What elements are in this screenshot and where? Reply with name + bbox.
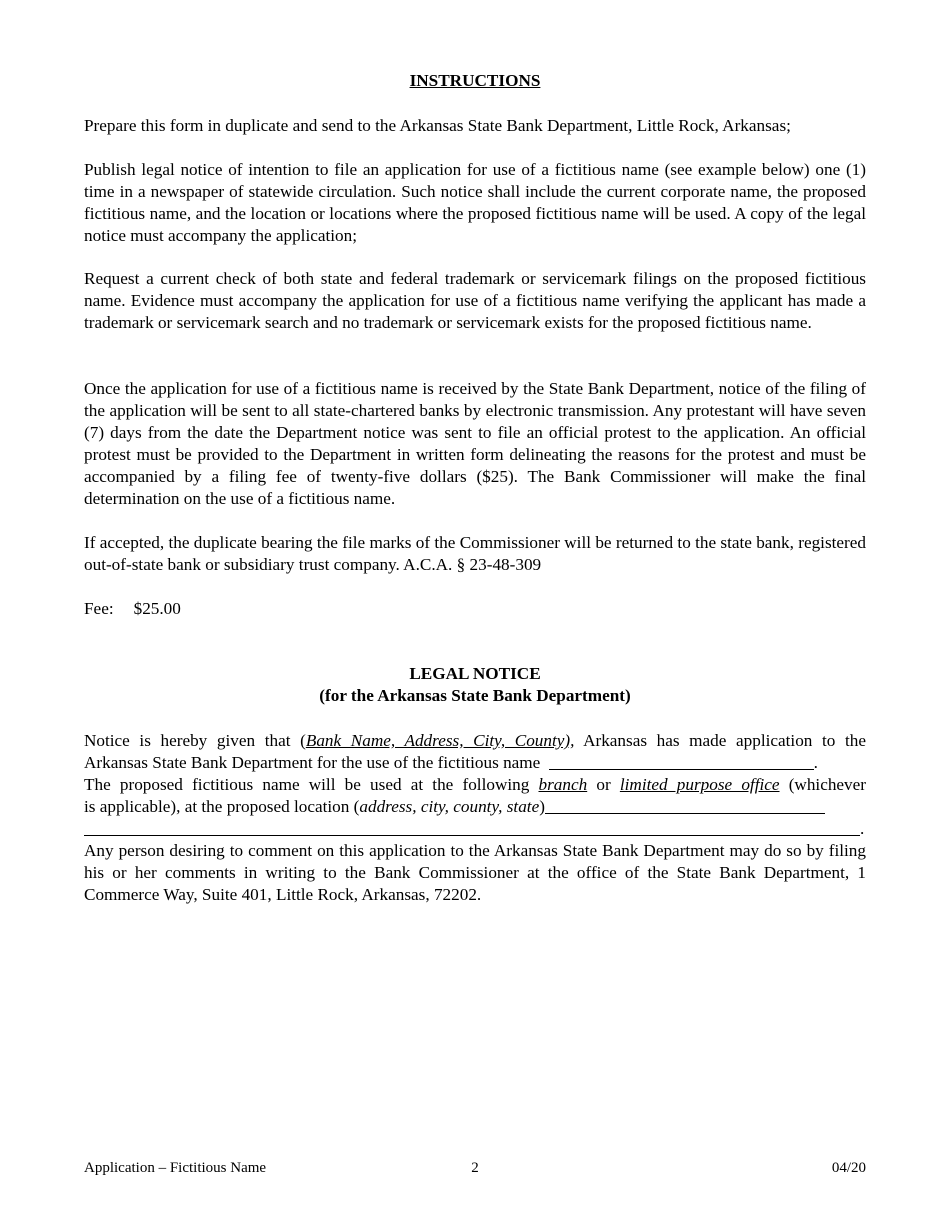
location-blank-2[interactable] bbox=[84, 819, 860, 836]
comment-paragraph: Any person desiring to comment on this application to the Arkansas State Bank Department may do so by filing his or her comments in writing to the Bank Commissioner at the office of the State Bank Department, 1 Commerce Way, Suite 401, Little Rock, Arkansas, 72202. bbox=[84, 841, 866, 904]
notice-line-4 bbox=[84, 796, 866, 818]
branch-option: branch bbox=[538, 775, 588, 794]
notice-text: (whichever bbox=[779, 775, 866, 794]
document-page bbox=[84, 0, 866, 1230]
notice-text: Notice is hereby given that ( bbox=[84, 731, 306, 750]
notice-line-3 bbox=[84, 774, 866, 796]
footer-date: 04/20 bbox=[831, 1160, 866, 1176]
instruction-paragraph-4: Once the application for use of a fictitious name is received by the State Bank Department, notice of the filing of the application will be sent to all state-chartered banks by electronic transmission. Any protestant will have seven (7) days from the date the Department notice was sent to file an official protest to the application. An official protest must be provided to the Department in written form delineating the reasons for the protest and must be accompanied by a filing fee of twenty-five dollars ($25). The Bank Commissioner will make the final determination on the use of a fictitious name. bbox=[84, 379, 866, 508]
notice-line-2 bbox=[84, 752, 866, 774]
bank-name-placeholder: Bank Name, Address, City, County), bbox=[305, 731, 575, 750]
legal-notice-heading bbox=[84, 663, 866, 707]
notice-period: . bbox=[860, 819, 865, 838]
legal-notice-subtitle: (for the Arkansas State Bank Department) bbox=[319, 686, 631, 705]
instruction-paragraph-1: Prepare this form in duplicate and send to the Arkansas State Bank Department, Little Rock, Arkansas; bbox=[84, 116, 791, 135]
limited-purpose-office-option: limited purpose office bbox=[619, 775, 780, 794]
notice-text: or bbox=[587, 775, 620, 794]
location-blank-1[interactable] bbox=[545, 797, 825, 814]
notice-line-1 bbox=[84, 730, 866, 752]
page-number: 2 bbox=[471, 1160, 479, 1176]
notice-text: Arkansas has made application to the bbox=[574, 731, 866, 750]
location-hint: address, city, county, state bbox=[359, 797, 540, 816]
notice-line-5 bbox=[84, 818, 866, 840]
fee-line bbox=[84, 598, 181, 620]
legal-notice-title: LEGAL NOTICE bbox=[409, 664, 541, 683]
notice-period: . bbox=[813, 753, 818, 772]
fictitious-name-blank[interactable] bbox=[549, 753, 814, 770]
fee-label: Fee: bbox=[84, 599, 114, 618]
notice-text: Arkansas State Bank Department for the use of the fictitious name bbox=[84, 753, 545, 772]
fee-amount: $25.00 bbox=[133, 599, 181, 618]
notice-text: ) bbox=[539, 797, 545, 816]
notice-text: The proposed fictitious name will be used at the following bbox=[84, 775, 539, 794]
instruction-paragraph-3: Request a current check of both state and federal trademark or servicemark filings on the proposed fictitious name. Evidence must accompany the application for use of a fictitious name verifying the applicant has made a trademark or servicemark search and no trademark or servicemark exists for the proposed fictitious name. bbox=[84, 269, 866, 332]
notice-text: is applicable), at the proposed location ( bbox=[84, 797, 360, 816]
instructions-title: INSTRUCTIONS bbox=[409, 71, 541, 90]
footer-left: Application – Fictitious Name bbox=[84, 1160, 267, 1176]
instruction-paragraph-2: Publish legal notice of intention to file an application for use of a fictitious name (see example below) one (1) time in a newspaper of statewide circulation. Such notice shall include the current corporate name, the proposed fictitious name, and the location or locations where the proposed fictitious name will be used. A copy of the legal notice must accompany the application; bbox=[84, 160, 866, 245]
instruction-paragraph-5: If accepted, the duplicate bearing the file marks of the Commissioner will be returned to the state bank, registered out-of-state bank or subsidiary trust company. A.C.A. § 23-48-309 bbox=[84, 533, 866, 574]
